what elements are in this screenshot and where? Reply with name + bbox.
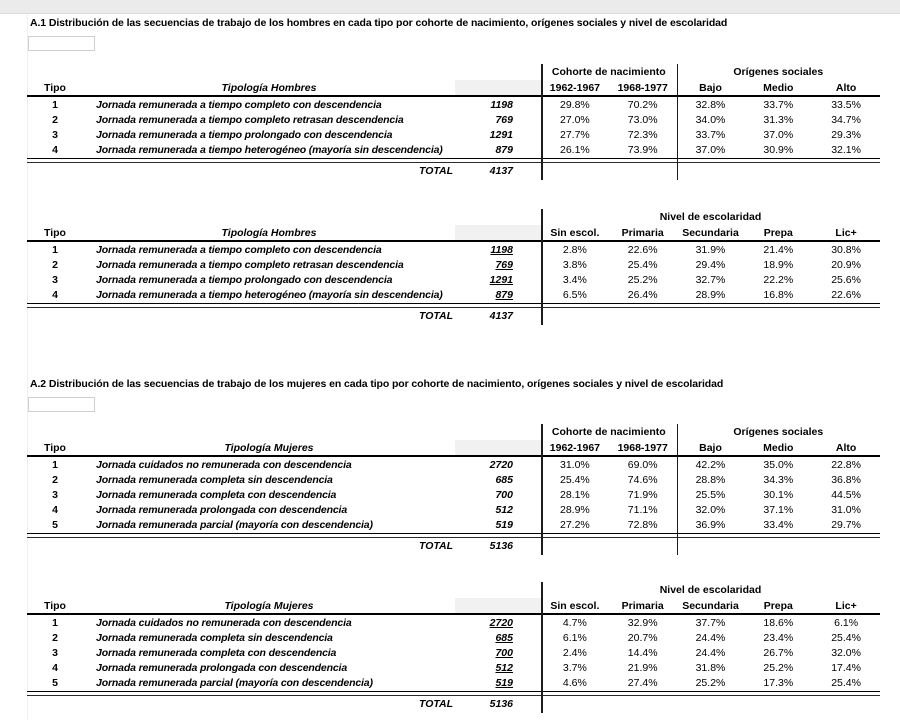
cell-value: 28.9%	[695, 289, 726, 302]
row-type: 4	[52, 504, 58, 517]
row-type: 2	[52, 258, 58, 271]
row-count: 512	[495, 504, 513, 517]
cell-value: 35.0%	[763, 458, 794, 471]
cell-value: 42.2%	[695, 458, 726, 471]
row-description: Jornada remunerada a tiempo completo con descendencia	[96, 98, 382, 111]
cell-value: 33.5%	[831, 98, 861, 111]
cell-value: 6.1%	[562, 631, 587, 644]
total-value: 4137	[489, 164, 513, 177]
column-header: Alto	[835, 441, 857, 454]
column-divider	[541, 209, 543, 325]
row-count: 519	[495, 519, 513, 532]
row-description: Jornada remunerada a tiempo completo retrasan descendencia	[96, 113, 404, 126]
cell-value: 21.4%	[763, 243, 794, 256]
group-header-row	[27, 209, 880, 225]
cell-value: 31.0%	[831, 504, 861, 517]
group-header: Nivel de escolaridad	[659, 211, 762, 223]
row-count: 769	[495, 113, 513, 126]
column-header: Medio	[763, 81, 794, 94]
cell-value: 3.7%	[562, 662, 587, 675]
row-description: Jornada cuidados no remunerada con descendencia	[96, 458, 352, 471]
cell-value: 3.4%	[562, 273, 587, 286]
table-row	[27, 630, 880, 645]
table-row	[27, 661, 880, 676]
column-header: 1968-1977	[617, 81, 668, 94]
column-header: Sin escol.	[550, 599, 600, 612]
cell-value: 37.0%	[763, 128, 794, 141]
cell-value: 2.8%	[562, 243, 587, 256]
cell-value: 31.9%	[695, 243, 726, 256]
row-description: Jornada remunerada completa sin descendencia	[96, 631, 333, 644]
row-description: Jornada remunerada a tiempo prolongado con descendencia	[96, 273, 393, 286]
row-count: 1198	[490, 243, 513, 256]
table-row	[27, 112, 880, 127]
empty-count-header-cell	[455, 440, 541, 455]
cell-value: 73.9%	[627, 144, 658, 157]
row-count: 685	[495, 473, 513, 486]
row-count: 879	[495, 289, 513, 302]
column-header: Prepa	[763, 226, 793, 239]
row-type: 4	[52, 144, 58, 157]
empty-count-header-cell	[455, 598, 541, 613]
cell-value: 4.6%	[562, 677, 587, 690]
cell-value: 31.8%	[695, 662, 726, 675]
column-header: Bajo	[699, 81, 722, 94]
cell-value: 17.3%	[763, 677, 794, 690]
cell-value: 71.9%	[627, 488, 658, 501]
cell-value: 16.8%	[763, 289, 794, 302]
cell-value: 30.1%	[763, 488, 794, 501]
column-header-tipo: Tipo	[44, 599, 66, 612]
row-description: Jornada remunerada prolongada con descendencia	[96, 504, 348, 517]
cell-value: 34.3%	[763, 473, 794, 486]
table-hombres-escolaridad	[27, 209, 880, 325]
row-description: Jornada remunerada a tiempo heterogéneo (mayoría sin descendencia)	[96, 289, 443, 302]
row-type: 3	[52, 646, 58, 659]
column-header-row	[27, 598, 880, 615]
column-header: 1968-1977	[617, 441, 668, 454]
total-label: TOTAL	[418, 697, 453, 710]
column-header: Bajo	[699, 441, 722, 454]
cell-value: 74.6%	[627, 473, 658, 486]
table-row	[27, 457, 880, 472]
cell-value: 28.1%	[560, 488, 590, 501]
column-header-row	[27, 440, 880, 457]
column-header: Primaria	[621, 226, 664, 239]
cell-value: 6.1%	[834, 616, 859, 629]
total-value: 5136	[489, 697, 513, 710]
column-header: Lic+	[835, 599, 857, 612]
cell-value: 27.4%	[627, 677, 658, 690]
cell-value: 6.5%	[562, 289, 587, 302]
cell-value: 37.1%	[763, 504, 794, 517]
total-row	[27, 696, 880, 712]
cell-value: 26.7%	[763, 646, 794, 659]
cell-value: 25.5%	[695, 488, 726, 501]
row-type: 3	[52, 273, 58, 286]
row-type: 3	[52, 128, 58, 141]
row-count: 769	[495, 258, 513, 271]
table-row	[27, 472, 880, 487]
cell-value: 14.4%	[627, 646, 658, 659]
cell-value: 20.9%	[831, 258, 861, 271]
cell-value: 2.4%	[562, 646, 587, 659]
row-type: 5	[52, 519, 58, 532]
column-header-tipo: Tipo	[44, 226, 66, 239]
column-header: Secundaria	[682, 226, 739, 239]
cell-value: 25.4%	[831, 631, 861, 644]
cell-value: 33.4%	[763, 519, 794, 532]
column-header: Prepa	[763, 599, 793, 612]
cell-value: 25.4%	[560, 473, 590, 486]
total-value: 4137	[489, 309, 513, 322]
table-row	[27, 288, 880, 303]
row-type: 1	[52, 98, 58, 111]
cell-value: 37.0%	[695, 144, 726, 157]
total-value: 5136	[489, 539, 513, 552]
table-row	[27, 645, 880, 660]
total-row	[27, 308, 880, 324]
cell-value: 25.4%	[627, 258, 658, 271]
cell-value: 37.7%	[695, 616, 726, 629]
empty-count-header-cell	[455, 225, 541, 240]
spreadsheet-top-band	[0, 0, 900, 14]
row-type: 3	[52, 488, 58, 501]
cell-value: 31.0%	[560, 458, 590, 471]
cell-value: 25.2%	[695, 677, 726, 690]
cell-value: 32.9%	[627, 616, 658, 629]
table-mujeres-escolaridad	[27, 582, 880, 713]
total-row	[27, 538, 880, 554]
empty-cell-outline	[28, 36, 95, 51]
group-header-row	[27, 64, 880, 80]
cell-value: 26.1%	[560, 144, 590, 157]
column-header-tipo: Tipo	[44, 81, 66, 94]
cell-value: 36.9%	[695, 519, 726, 532]
total-label: TOTAL	[418, 539, 453, 552]
row-count: 2720	[489, 458, 513, 471]
column-header: Alto	[835, 81, 857, 94]
cell-value: 31.3%	[763, 113, 794, 126]
table-row	[27, 127, 880, 142]
cell-value: 29.8%	[560, 98, 590, 111]
row-type: 4	[52, 662, 58, 675]
column-header: Primaria	[621, 599, 664, 612]
table-row	[27, 272, 880, 287]
column-divider	[541, 424, 543, 555]
table-hombres-cohorte-origenes	[27, 64, 880, 180]
table-row	[27, 676, 880, 691]
cell-value: 28.8%	[695, 473, 726, 486]
row-type: 2	[52, 473, 58, 486]
row-description: Jornada remunerada a tiempo prolongado con descendencia	[96, 128, 393, 141]
cell-value: 27.7%	[560, 128, 590, 141]
cell-value: 69.0%	[627, 458, 658, 471]
row-description: Jornada remunerada completa sin descendencia	[96, 473, 333, 486]
cell-value: 22.6%	[627, 243, 658, 256]
row-description: Jornada remunerada a tiempo completo retrasan descendencia	[96, 258, 404, 271]
cell-value: 32.0%	[831, 646, 861, 659]
cell-value: 72.8%	[627, 519, 658, 532]
cell-value: 18.9%	[763, 258, 794, 271]
cell-value: 22.6%	[831, 289, 861, 302]
cell-value: 17.4%	[831, 662, 861, 675]
column-header: 1962-1967	[549, 81, 600, 94]
cell-value: 36.8%	[831, 473, 861, 486]
row-description: Jornada remunerada completa con descendencia	[96, 488, 337, 501]
column-header-row	[27, 80, 880, 97]
empty-cell-outline	[28, 397, 95, 412]
cell-value: 33.7%	[695, 128, 726, 141]
cell-value: 27.2%	[560, 519, 590, 532]
cell-value: 32.8%	[695, 98, 726, 111]
row-type: 2	[52, 113, 58, 126]
group-header: Cohorte de nacimiento	[551, 426, 666, 438]
cell-value: 3.8%	[562, 258, 587, 271]
row-count: 1198	[490, 98, 513, 111]
column-header: Secundaria	[682, 599, 739, 612]
cell-value: 30.8%	[831, 243, 861, 256]
column-header-tipologia: Tipología Hombres	[221, 81, 317, 94]
column-divider	[541, 64, 543, 180]
row-type: 1	[52, 243, 58, 256]
row-description: Jornada remunerada prolongada con descendencia	[96, 662, 348, 675]
cell-value: 32.0%	[695, 504, 726, 517]
column-header-row	[27, 225, 880, 242]
row-description: Jornada remunerada a tiempo completo con descendencia	[96, 243, 382, 256]
table-row	[27, 518, 880, 533]
row-type: 5	[52, 677, 58, 690]
row-count: 879	[495, 144, 513, 157]
cell-value: 21.9%	[627, 662, 658, 675]
column-divider	[541, 582, 543, 713]
row-count: 1291	[489, 273, 513, 286]
column-divider	[677, 64, 679, 180]
row-type: 1	[52, 616, 58, 629]
table-row	[27, 257, 880, 272]
column-header-tipologia: Tipología Mujeres	[224, 599, 314, 612]
row-type: 4	[52, 289, 58, 302]
cell-value: 4.7%	[562, 616, 587, 629]
cell-value: 23.4%	[763, 631, 794, 644]
cell-value: 30.9%	[763, 144, 794, 157]
column-header: Sin escol.	[550, 226, 600, 239]
cell-value: 34.0%	[695, 113, 726, 126]
cell-value: 22.2%	[763, 273, 794, 286]
row-count: 2720	[489, 616, 513, 629]
group-header: Nivel de escolaridad	[659, 584, 762, 596]
group-header: Orígenes sociales	[733, 426, 824, 438]
row-count: 512	[495, 662, 513, 675]
group-header-row	[27, 424, 880, 440]
row-description: Jornada remunerada completa con descendencia	[96, 646, 337, 659]
cell-value: 25.2%	[763, 662, 794, 675]
total-row	[27, 163, 880, 179]
cell-value: 28.9%	[560, 504, 590, 517]
cell-value: 70.2%	[627, 98, 658, 111]
column-header: Medio	[763, 441, 794, 454]
column-header: Lic+	[835, 226, 857, 239]
row-description: Jornada cuidados no remunerada con descendencia	[96, 616, 352, 629]
total-label: TOTAL	[418, 164, 453, 177]
section-a1-title: A.1 Distribución de las secuencias de trabajo de los hombres en cada tipo por cohorte de nacimiento, orígenes sociales y nivel de escolaridad	[30, 17, 728, 29]
table-row	[27, 97, 880, 112]
row-count: 700	[495, 488, 513, 501]
row-description: Jornada remunerada parcial (mayoría con descendencia)	[96, 677, 373, 690]
cell-value: 32.1%	[831, 144, 861, 157]
row-type: 2	[52, 631, 58, 644]
column-header-tipologia: Tipología Mujeres	[224, 441, 314, 454]
total-label: TOTAL	[418, 309, 453, 322]
cell-value: 25.6%	[831, 273, 861, 286]
table-mujeres-cohorte-origenes	[27, 424, 880, 555]
column-header-tipologia: Tipología Hombres	[221, 226, 317, 239]
cell-value: 26.4%	[627, 289, 658, 302]
row-count: 700	[495, 646, 513, 659]
section-a2-title: A.2 Distribución de las secuencias de trabajo de los mujeres en cada tipo por cohorte de nacimiento, orígenes sociales y nivel de escolaridad	[30, 378, 724, 390]
cell-value: 72.3%	[627, 128, 658, 141]
table-row	[27, 503, 880, 518]
group-header: Orígenes sociales	[733, 66, 824, 78]
empty-count-header-cell	[455, 80, 541, 95]
column-header-tipo: Tipo	[44, 441, 66, 454]
cell-value: 29.7%	[831, 519, 861, 532]
table-row	[27, 615, 880, 630]
row-description: Jornada remunerada a tiempo heterogéneo (mayoría sin descendencia)	[96, 144, 443, 157]
cell-value: 25.4%	[831, 677, 861, 690]
column-header: 1962-1967	[549, 441, 600, 454]
cell-value: 32.7%	[695, 273, 726, 286]
cell-value: 18.6%	[763, 616, 794, 629]
table-row	[27, 242, 880, 257]
group-header: Cohorte de nacimiento	[551, 66, 666, 78]
cell-value: 20.7%	[627, 631, 658, 644]
cell-value: 24.4%	[695, 646, 726, 659]
cell-value: 29.3%	[831, 128, 861, 141]
cell-value: 33.7%	[763, 98, 794, 111]
cell-value: 29.4%	[695, 258, 726, 271]
cell-value: 34.7%	[831, 113, 861, 126]
group-header-row	[27, 582, 880, 598]
cell-value: 27.0%	[560, 113, 590, 126]
cell-value: 44.5%	[831, 488, 861, 501]
cell-value: 73.0%	[627, 113, 658, 126]
table-row	[27, 487, 880, 502]
row-count: 1291	[489, 128, 513, 141]
table-row	[27, 143, 880, 158]
row-description: Jornada remunerada parcial (mayoría con descendencia)	[96, 519, 373, 532]
column-divider	[677, 424, 679, 555]
cell-value: 24.4%	[695, 631, 726, 644]
row-count: 685	[495, 631, 513, 644]
cell-value: 22.8%	[831, 458, 861, 471]
cell-value: 25.2%	[627, 273, 658, 286]
row-type: 1	[52, 458, 58, 471]
cell-value: 71.1%	[627, 504, 658, 517]
row-count: 519	[495, 677, 513, 690]
